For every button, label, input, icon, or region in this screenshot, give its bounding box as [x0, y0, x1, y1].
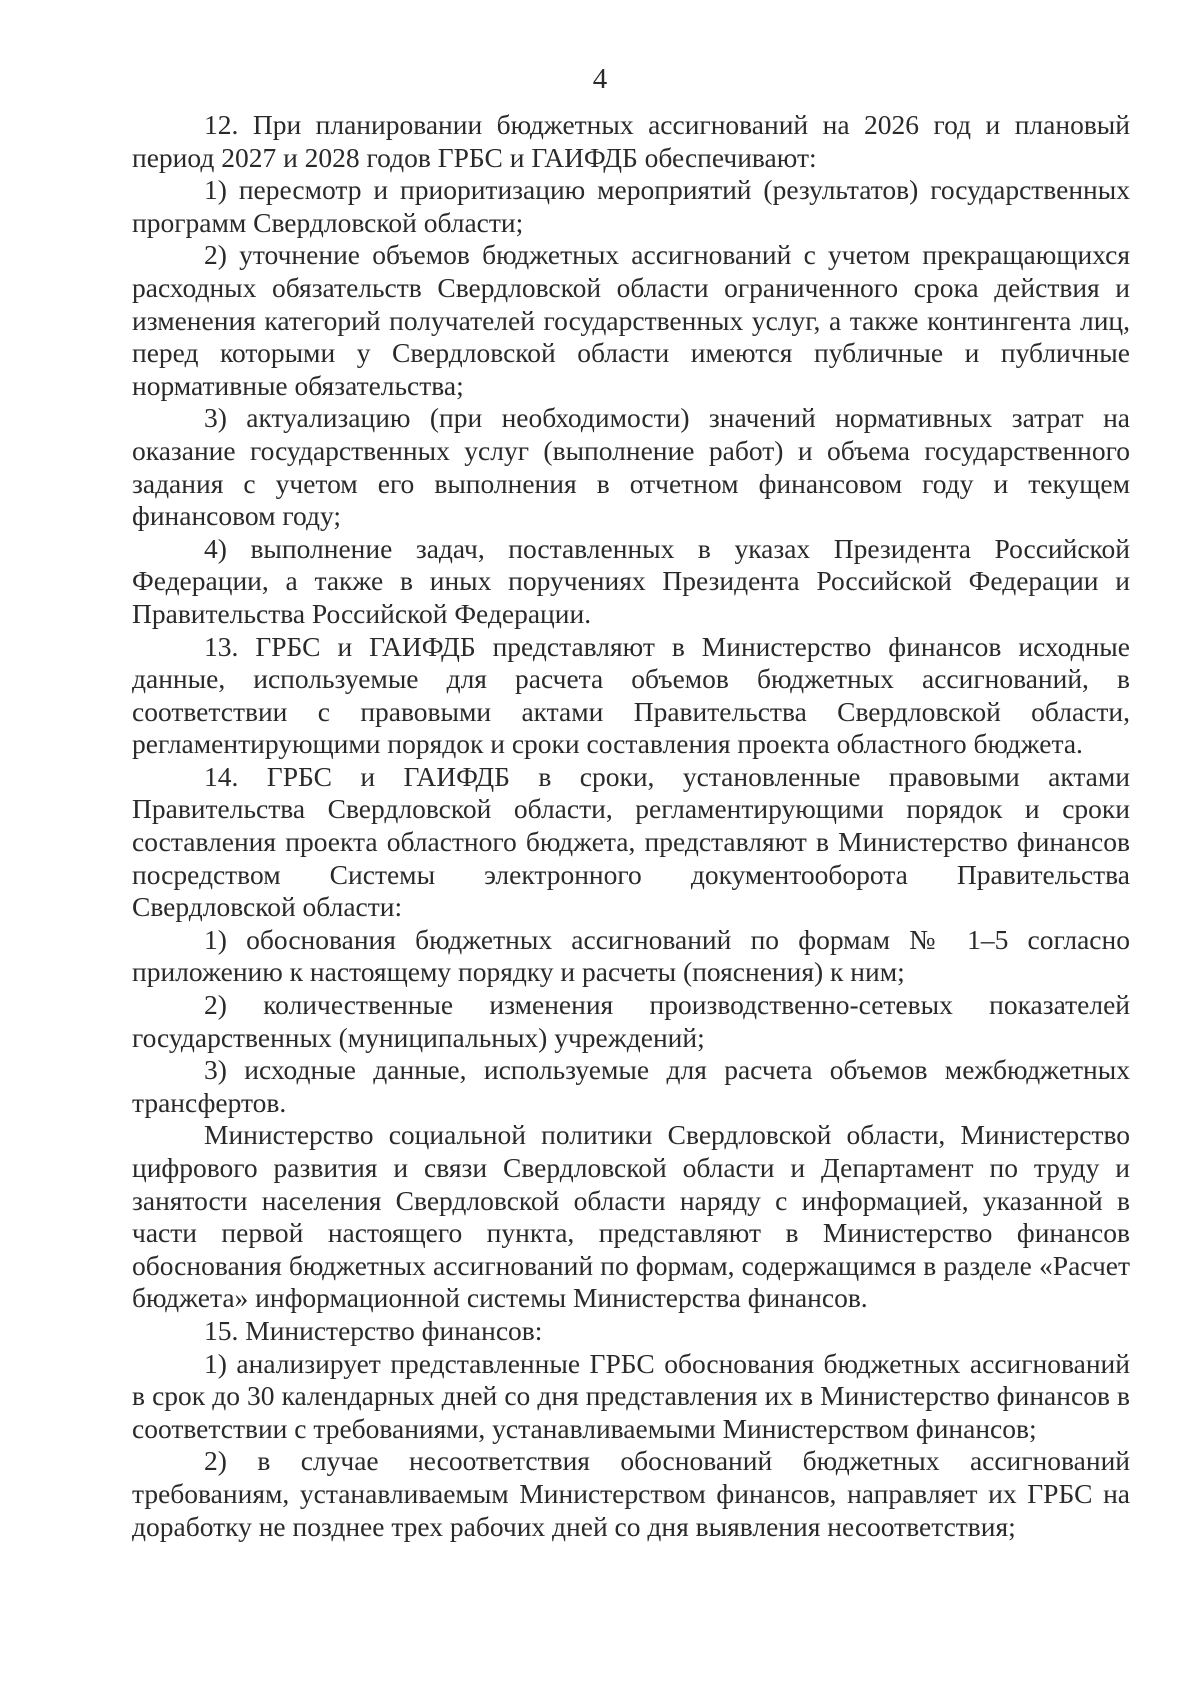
- paragraph-12: 12. При планировании бюджетных ассигнований на 2026 год и плановый период 2027 и 2028 годов ГРБС и ГАИФДБ обеспечивают:: [132, 109, 1130, 173]
- paragraph-12-item-3: 3) актуализацию (при необходимости) значений нормативных затрат на оказание государственных услуг (выполнение работ) и объема государственного задания с учетом его выполнения в отчетном финансовом году и текущем финансовом году;: [132, 402, 1130, 532]
- paragraph-15-item-1: 1) анализирует представленные ГРБС обоснования бюджетных ассигнований в срок до 30 календарных дней со дня представления их в Министерство финансов в соответствии с требованиями, устанавливаемыми Министерством финансов;: [132, 1347, 1130, 1444]
- page-number: 4: [592, 63, 608, 95]
- paragraph-14-item-2: 2) количественные изменения производственно-сетевых показателей государственных (муниципальных) учреждений;: [132, 989, 1130, 1053]
- paragraph-12-item-2: 2) уточнение объемов бюджетных ассигнований с учетом прекращающихся расходных обязательств Свердловской области ограниченного срока действия и изменения категорий получателей государственных услуг, а также контингента лиц, перед которыми у Свердловской области имеются публичные и публичные нормативные обязательства;: [132, 239, 1130, 401]
- paragraph-14-item-3: 3) исходные данные, используемые для расчета объемов межбюджетных трансфертов.: [132, 1054, 1130, 1118]
- paragraph-14: 14. ГРБС и ГАИФДБ в сроки, установленные правовыми актами Правительства Свердловской области, регламентирующими порядок и сроки составления проекта областного бюджета, представляют в Министерство финансов посредством Системы электронного документооборота Правительства Свердловской области:: [132, 760, 1130, 923]
- paragraph-14-part-2: Министерство социальной политики Свердловской области, Министерство цифрового развития и связи Свердловской области и Департамент по труду и занятости населения Свердловской области наряду с информацией, указанной в части первой настоящего пункта, представляют в Министерство финансов обоснования бюджетных ассигнований по формам, содержащимся в разделе «Расчет бюджета» информационной системы Министерства финансов.: [132, 1119, 1130, 1314]
- paragraph-15: 15. Министерство финансов:: [204, 1314, 543, 1346]
- paragraph-14-item-1: 1) обоснования бюджетных ассигнований по формам № 1–5 согласно приложению к настоящему порядку и расчеты (пояснения) к ним;: [132, 923, 1130, 988]
- paragraph-12-item-1: 1) пересмотр и приоритизацию мероприятий (результатов) государственных программ Свердловской области;: [132, 174, 1130, 238]
- document-body: [132, 109, 1130, 1543]
- paragraph-12-item-4: 4) выполнение задач, поставленных в указах Президента Российской Федерации, а также в иных поручениях Президента Российской Федерации и Правительства Российской Федерации.: [132, 532, 1130, 629]
- paragraph-15-item-2: 2) в случае несоответствия обоснований бюджетных ассигнований требованиям, устанавливаемым Министерством финансов, направляет их ГРБС на доработку не позднее трех рабочих дней со дня выявления несоответствия;: [132, 1445, 1130, 1542]
- paragraph-13: 13. ГРБС и ГАИФДБ представляют в Министерство финансов исходные данные, используемые для расчета объемов бюджетных ассигнований, в соответствии с правовыми актами Правительства Свердловской области, регламентирующими порядок и сроки составления проекта областного бюджета.: [132, 630, 1130, 760]
